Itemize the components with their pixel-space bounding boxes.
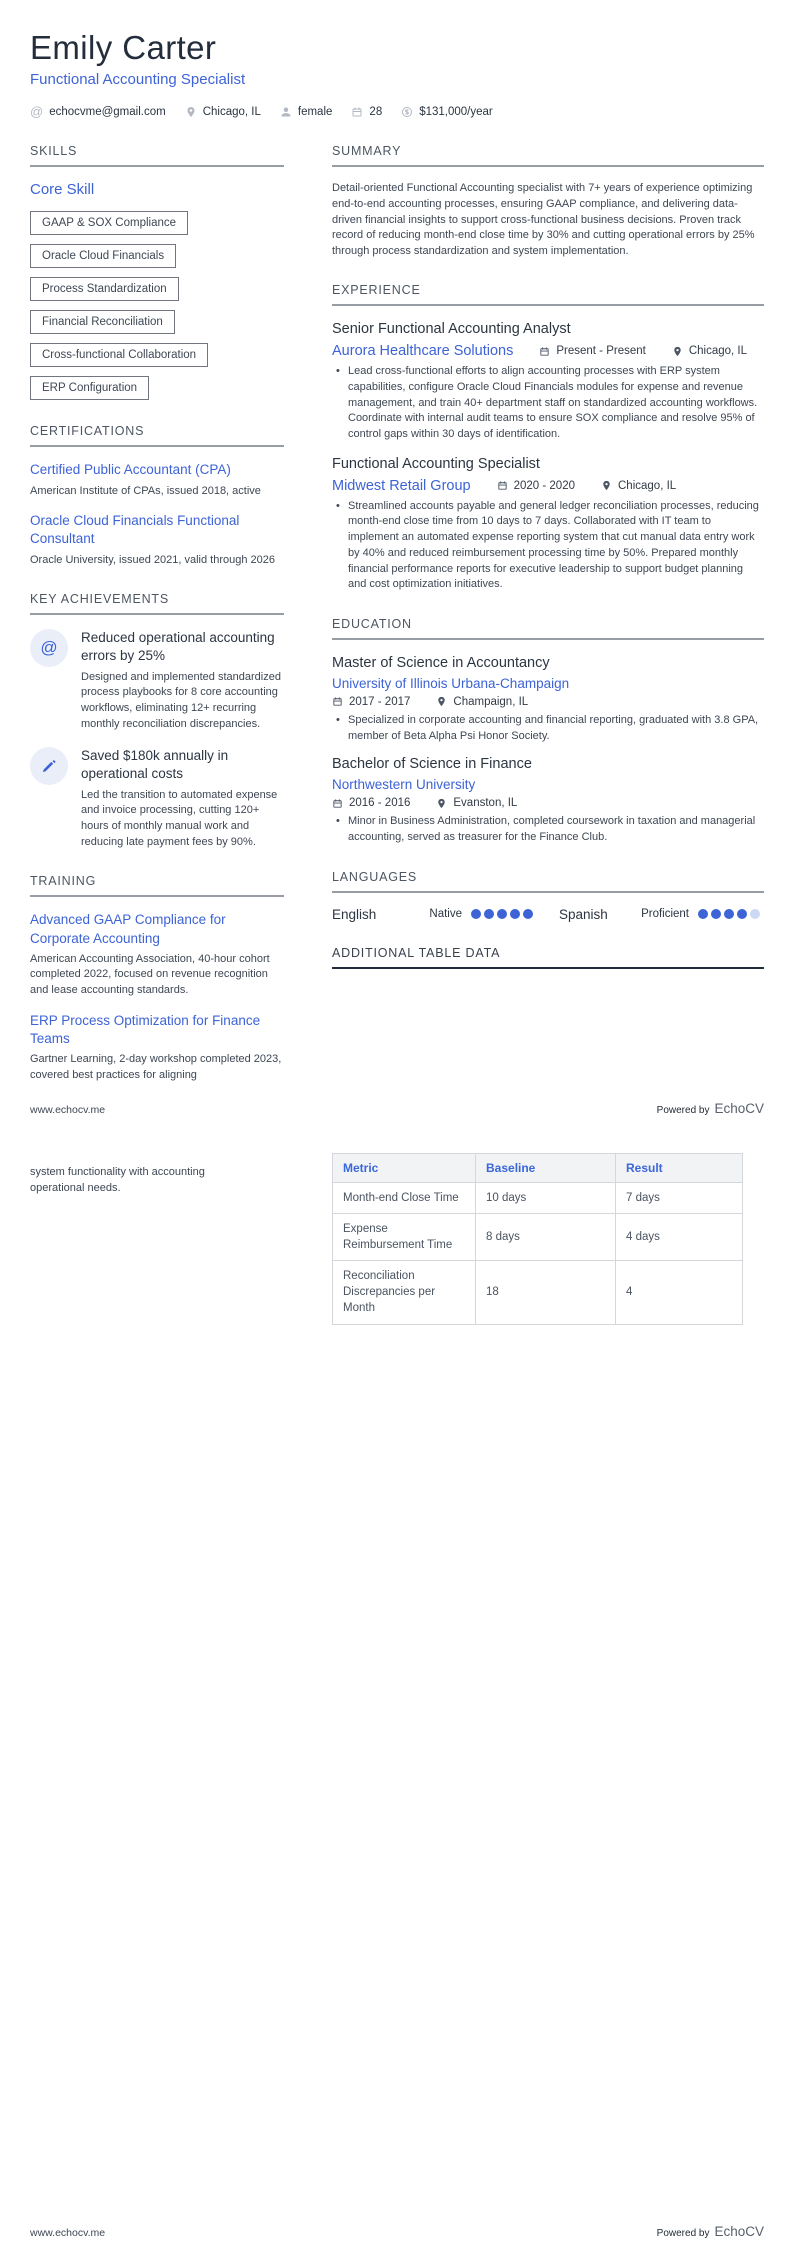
brand-name: EchoCV [714,2224,764,2239]
table-header-row [333,1154,743,1183]
school-name: Northwestern University [332,777,476,793]
calendar-icon [332,798,343,809]
section-skills [30,144,284,400]
language-item [559,907,764,922]
education-item [332,654,764,744]
section-training [30,874,284,1083]
table-cell: 18 [476,1261,616,1324]
achievement-title: Reduced operational accounting errors by 25% [81,630,275,663]
contact-email [30,105,166,118]
job-location: Chicago, IL [672,345,747,357]
job-bullet: • Streamlined accounts payable and general ledger reconciliation processes, reducing month-end close time from 10 days to 7 days. Collaborated with IT team to implement an automated expense reporting system that cut manual data entry work by 40% and reduced reimbursement processing time by 50%. Prepared monthly financial performance reports for executive leadership to support budget planning and cost optimization initiatives. [336,499,764,593]
training-desc: Gartner Learning, 2-day workshop completed 2023, covered best practices for aligning [30,1053,282,1081]
section-experience [332,283,764,593]
job-location: Chicago, IL [601,480,676,492]
table-header-result: Result [616,1154,743,1183]
education-dates: 2016 - 2016 [332,797,410,809]
table-cell: Reconciliation Discrepancies per Month [333,1261,476,1324]
salary-icon [401,106,413,118]
experience-item [332,455,764,593]
section-additional-table-data [332,946,764,969]
location-icon [672,346,683,357]
contact-location-text: Chicago, IL [202,105,261,118]
company-name: Aurora Healthcare Solutions [332,343,514,360]
table-row [333,1183,743,1214]
education-item [332,755,764,845]
page-footer [30,1101,764,1116]
contact-email-text: echocvme@gmail.com [49,105,166,118]
location-icon [185,106,197,118]
language-proficiency-dots [471,909,533,919]
education-heading: EDUCATION [332,617,764,640]
skill-chip: Cross-functional Collaboration [30,343,208,367]
achievement-body [81,747,284,850]
skill-chip: ERP Configuration [30,376,149,400]
powered-by-prefix: Powered by [656,1105,710,1116]
contact-salary [401,106,493,118]
certification-item [30,512,284,568]
certification-desc: American Institute of CPAs, issued 2018, active [30,484,261,497]
contact-location [185,106,261,118]
brush-icon [30,747,68,785]
certifications-heading: CERTIFICATIONS [30,424,284,447]
table-header-metric: Metric [333,1154,476,1183]
candidate-job-title: Functional Accounting Specialist [30,71,246,89]
table-cell: 8 days [476,1214,616,1261]
achievement-desc: Led the transition to automated expense and invoice processing, cutting 120+ hours of monthly manual work and reducing late payment fees by 90%. [81,788,278,848]
education-bullet: • Specialized in corporate accounting and financial reporting, graduated with 3.8 GPA, member of Beta Alpha Psi Honor Society. [336,713,764,744]
training-item [30,911,284,998]
skills-list [30,211,284,400]
contact-gender [280,106,333,118]
contact-age [351,106,382,118]
education-bullet: • Minor in Business Administration, completed coursework in taxation and managerial accounting, served as treasurer for the Finance Club. [336,814,764,845]
email-icon: @ [30,104,44,120]
education-location: Champaign, IL [436,696,528,708]
job-dates: 2020 - 2020 [497,480,575,492]
table-cell: Month-end Close Time [333,1183,476,1214]
site-link[interactable]: www.echocv.me [30,1104,106,1116]
language-name: Spanish [559,906,608,922]
summary-text: Detail-oriented Functional Accounting specialist with 7+ years of experience optimizing end-to-end accounting processes, ensuring GAAP compliance, and delivering data-driven financial insights to support cross-functional business decisions. Proven track record of reducing month-end close time by 30% and cutting operational errors by 25% through process standardization and system implementation. [332,182,755,257]
school-name: University of Illinois Urbana-Champaign [332,675,570,691]
table-cell: 4 [616,1261,743,1324]
right-column [332,144,764,992]
powered-by [657,2224,764,2239]
achievement-item [30,747,284,850]
contact-age-text: 28 [369,105,383,118]
powered-by [657,1101,764,1116]
language-name: English [332,906,377,922]
language-level: Native [429,908,462,920]
section-languages [332,870,764,922]
contact-gender-text: female [297,105,333,118]
degree-title: Master of Science in Accountancy [332,654,550,671]
location-icon [436,696,447,707]
education-dates: 2017 - 2017 [332,696,410,708]
skills-heading: SKILLS [30,144,284,167]
job-dates: Present - Present [539,345,645,357]
training-continuation-text: system functionality with accounting operational needs. [30,1166,205,1194]
education-location: Evanston, IL [436,797,517,809]
skill-chip: Process Standardization [30,277,179,301]
section-key-achievements [30,592,284,850]
certification-title: Oracle Cloud Financials Functional Consultant [30,513,240,547]
achievement-desc: Designed and implemented standardized process playbooks for 8 core accounting workflows, eliminating 12+ recurring monthly reconciliation discrepancies. [81,670,281,730]
skill-chip: GAAP & SOX Compliance [30,211,188,235]
language-item [332,907,559,922]
resume-header [30,30,764,118]
section-summary [332,144,764,259]
degree-title: Bachelor of Science in Finance [332,756,532,773]
skill-chip: Oracle Cloud Financials [30,244,176,268]
languages-heading: LANGUAGES [332,870,764,893]
left-column [30,144,284,1107]
experience-heading: EXPERIENCE [332,283,764,306]
certification-title: Certified Public Accountant (CPA) [30,462,231,478]
summary-heading: SUMMARY [332,144,764,167]
left-column-page2 [30,1153,284,1196]
powered-by-prefix: Powered by [656,2228,710,2239]
contact-salary-text: $131,000/year [419,105,493,118]
contact-row [30,105,764,118]
right-column-page2 [332,1153,764,1325]
language-level: Proficient [641,908,689,920]
achievement-body [81,629,284,732]
table-cell: 7 days [616,1183,743,1214]
certification-item [30,461,284,499]
job-title: Senior Functional Accounting Analyst [332,321,571,338]
languages-row [332,907,764,922]
language-level-group [429,908,533,920]
skill-chip: Financial Reconciliation [30,310,175,334]
calendar-icon [497,480,508,491]
job-title: Functional Accounting Specialist [332,455,540,472]
resume-page-2 [0,1123,794,2246]
page-footer [30,2224,764,2239]
site-link[interactable]: www.echocv.me [30,2227,106,2239]
skills-group-title: Core Skill [30,181,95,199]
location-icon [436,798,447,809]
company-row [332,343,764,359]
education-meta [332,797,764,809]
section-education [332,617,764,846]
metrics-table [332,1153,743,1325]
language-proficiency-dots [698,909,760,919]
company-name: Midwest Retail Group [332,477,471,494]
training-item [30,1012,284,1084]
training-title: Advanced GAAP Compliance for Corporate Accounting [30,912,226,946]
table-cell: 4 days [616,1214,743,1261]
job-bullet: • Lead cross-functional efforts to align accounting processes with ERP system capabilities, configure Oracle Cloud Financials modules for expense and revenue management, and train 40+ department staff on standardized accounting workflows. Coordinate with internal audit teams to ensure SOX compliance and resolve 95% of control gaps within 30 days of identification. [336,364,764,443]
candidate-name: Emily Carter [30,29,217,66]
training-title: ERP Process Optimization for Finance Teams [30,1012,261,1046]
training-heading: TRAINING [30,874,284,897]
achievement-title: Saved $180k annually in operational costs [81,748,229,782]
brand-name: EchoCV [714,1101,764,1116]
table-cell: Expense Reimbursement Time [333,1214,476,1261]
table-row [333,1214,743,1261]
table-header-baseline: Baseline [476,1154,616,1183]
section-certifications [30,424,284,568]
target-icon: @ [30,629,68,667]
person-icon [280,106,292,118]
company-row [332,478,764,494]
additional-table-heading: ADDITIONAL TABLE DATA [332,946,764,969]
certification-desc: Oracle University, issued 2021, valid through 2026 [30,553,275,566]
achievement-item [30,629,284,732]
achievements-heading: KEY ACHIEVEMENTS [30,592,284,615]
location-icon [601,480,612,491]
table-cell: 10 days [476,1183,616,1214]
calendar-icon [332,696,343,707]
experience-item [332,320,764,442]
training-desc: American Accounting Association, 40-hour cohort completed 2022, focused on revenue recognition and lease accounting standards. [30,952,270,996]
education-meta [332,696,764,708]
table-row [333,1261,743,1324]
calendar-icon [351,106,363,118]
language-level-group [641,908,760,920]
calendar-icon [539,346,550,357]
